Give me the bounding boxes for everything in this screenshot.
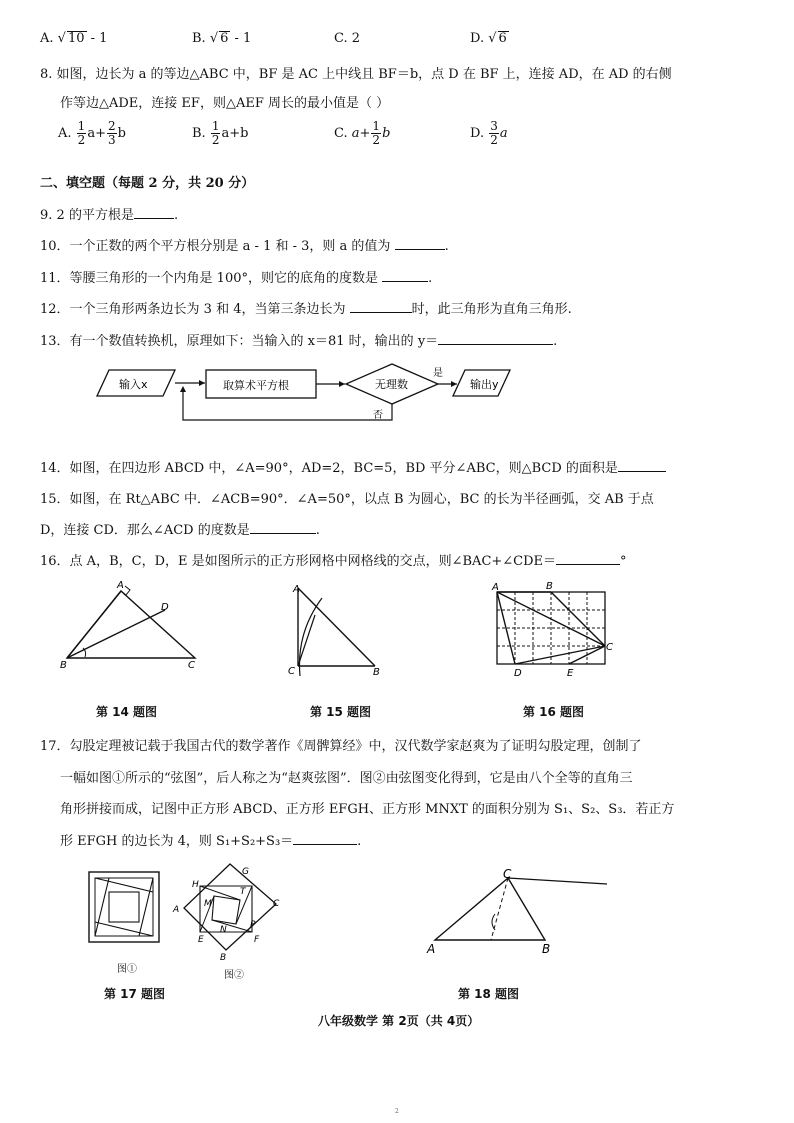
f16-label-E: E: [567, 668, 574, 679]
figure-14: [55, 578, 205, 673]
caption-17: 第 17 题图: [104, 987, 166, 1001]
caption-18: 第 18 题图: [458, 987, 520, 1001]
f17-label-P: P: [250, 920, 256, 930]
figure-17-1: [85, 868, 165, 948]
f16-label-D: D: [514, 668, 522, 679]
q15-line1: 15．如图，在 Rt△ABC 中．∠ACB=90°．∠A=50°，以点 B 为圆心，BC 的长为半径画弧，交 AB 于点: [40, 492, 654, 507]
f14-label-B: B: [60, 660, 67, 671]
q17-line4: 形 EFGH 的边长为 4，则 S₁+S₂+S₃＝ .: [60, 834, 362, 849]
q16: 16．点 A，B，C，D，E 是如图所示的正方形网格中网格线的交点，则∠BAC+∠CDE＝ °: [40, 554, 627, 569]
fig2-label: 图②: [224, 970, 244, 981]
q14: 14．如图，在四边形 ABCD 中，∠A=90°，AD=2，BC=5，BD 平分∠ABC，则△BCD 的面积是: [40, 457, 666, 476]
figure-16: [485, 578, 625, 688]
q7-option-a: A. √ 10 - 1: [40, 31, 108, 46]
f16-label-C: C: [606, 642, 613, 653]
q17-line3: 角形拼接而成，记图中正方形 ABCD、正方形 EFGH、正方形 MNXT 的面积分别为 S₁、S₂、S₃．若正方: [60, 802, 675, 817]
flowchart: [95, 360, 515, 430]
f17-label-T: T: [240, 887, 246, 897]
caption-15: 第 15 题图: [310, 705, 372, 719]
q16-answer-blank[interactable]: [556, 552, 620, 565]
q8-option-c: C. a+ $\frac{1}{2}$ b: [334, 119, 391, 147]
q10: 10．一个正数的两个平方根分别是 a - 1 和 - 3，则 a 的值为 .: [40, 239, 449, 254]
q17-answer-blank[interactable]: [293, 832, 357, 845]
f15-label-A: A: [293, 584, 300, 595]
f17-label-F: F: [254, 935, 260, 945]
q10-answer-blank[interactable]: [395, 237, 445, 250]
f18-label-A: A: [427, 942, 436, 956]
q13-answer-blank[interactable]: [438, 332, 553, 345]
f15-label-B: B: [373, 667, 380, 678]
flow-no-label: 否: [373, 410, 383, 421]
fig1-label: 图①: [117, 964, 137, 975]
flow-input-label: 输入x: [119, 378, 148, 391]
q17-line2: 一幅如图①所示的“弦图”，后人称之为“赵爽弦图”．图②由弦图变化得到，它是由八个全等的直角三: [60, 771, 633, 786]
f17-label-E: E: [198, 935, 204, 945]
q11: 11．等腰三角形的一个内角是 100°，则它的底角的度数是 .: [40, 271, 433, 286]
page-footer: 八年级数学 第 2页（共 4页）: [318, 1014, 480, 1028]
q15-answer-blank[interactable]: [250, 521, 316, 534]
f18-label-B: B: [542, 942, 551, 956]
q15-line2: D，连接 CD．那么∠ACD 的度数是 .: [40, 523, 320, 538]
f17-label-C: C: [273, 899, 280, 909]
q12: 12．一个三角形两条边长为 3 和 4，当第三条边长为 时，此三角形为直角三角形.: [40, 302, 572, 317]
q7-option-b: B. √ 6 - 1: [192, 31, 252, 46]
flow-process-label: 取算术平方根: [223, 379, 289, 392]
flow-decision-label: 无理数: [375, 378, 408, 391]
q8-line1: 8. 如图，边长为 a 的等边△ABC 中，BF 是 AC 上中线且 BF＝b，点 D 在 BF 上，连接 AD，在 AD 的右侧: [40, 67, 672, 82]
figure-17-2: [170, 860, 285, 965]
flow-yes-label: 是: [433, 368, 443, 379]
f14-label-C: C: [188, 660, 195, 671]
q8-option-d: D. $\frac{3}{2}$ a: [470, 119, 508, 147]
f14-label-A: A: [117, 580, 124, 591]
page-mark: 2: [395, 1108, 399, 1115]
f17-label-N: N: [220, 925, 227, 935]
f17-label-A: A: [173, 905, 180, 915]
caption-16: 第 16 题图: [523, 705, 585, 719]
f17-label-B: B: [220, 953, 227, 963]
q7-option-d: D. √ 6: [470, 31, 507, 46]
f14-label-D: D: [161, 602, 169, 613]
caption-14: 第 14 题图: [96, 705, 158, 719]
q14-answer-blank[interactable]: [618, 459, 666, 472]
f18-label-C: C: [503, 867, 512, 881]
q9-answer-blank[interactable]: [134, 206, 174, 219]
q8-option-b: B. $\frac{1}{2}$ a+b: [192, 119, 249, 147]
q8-line2: 作等边△ADE，连接 EF，则△AEF 周长的最小值是（ ）: [60, 96, 390, 111]
f16-label-B: B: [546, 581, 553, 592]
q17-line1: 17．勾股定理被记载于我国古代的数学著作《周髀算经》中，汉代数学家赵爽为了证明勾股定理，创制了: [40, 739, 642, 754]
f17-label-M: M: [204, 899, 212, 909]
f17-label-G: G: [242, 867, 249, 877]
q8-option-a: A. $\frac{1}{2}$ a+ $\frac{2}{3}$ b: [58, 119, 126, 147]
q11-answer-blank[interactable]: [382, 269, 428, 282]
f17-label-H: H: [192, 880, 199, 890]
f16-label-A: A: [492, 582, 499, 593]
figure-18: [425, 866, 615, 956]
q13: 13．有一个数值转换机，原理如下：当输入的 x＝81 时，输出的 y＝ .: [40, 334, 558, 349]
q12-answer-blank[interactable]: [350, 300, 412, 313]
q7-option-c: C. 2: [334, 31, 361, 46]
section-heading: 二、填空题（每题 2 分，共 20 分）: [40, 176, 255, 191]
flow-output-label: 输出y: [470, 378, 499, 391]
q9: 9. 2 的平方根是 .: [40, 208, 179, 223]
f15-label-C: C: [288, 666, 295, 677]
figure-15: [280, 578, 390, 678]
